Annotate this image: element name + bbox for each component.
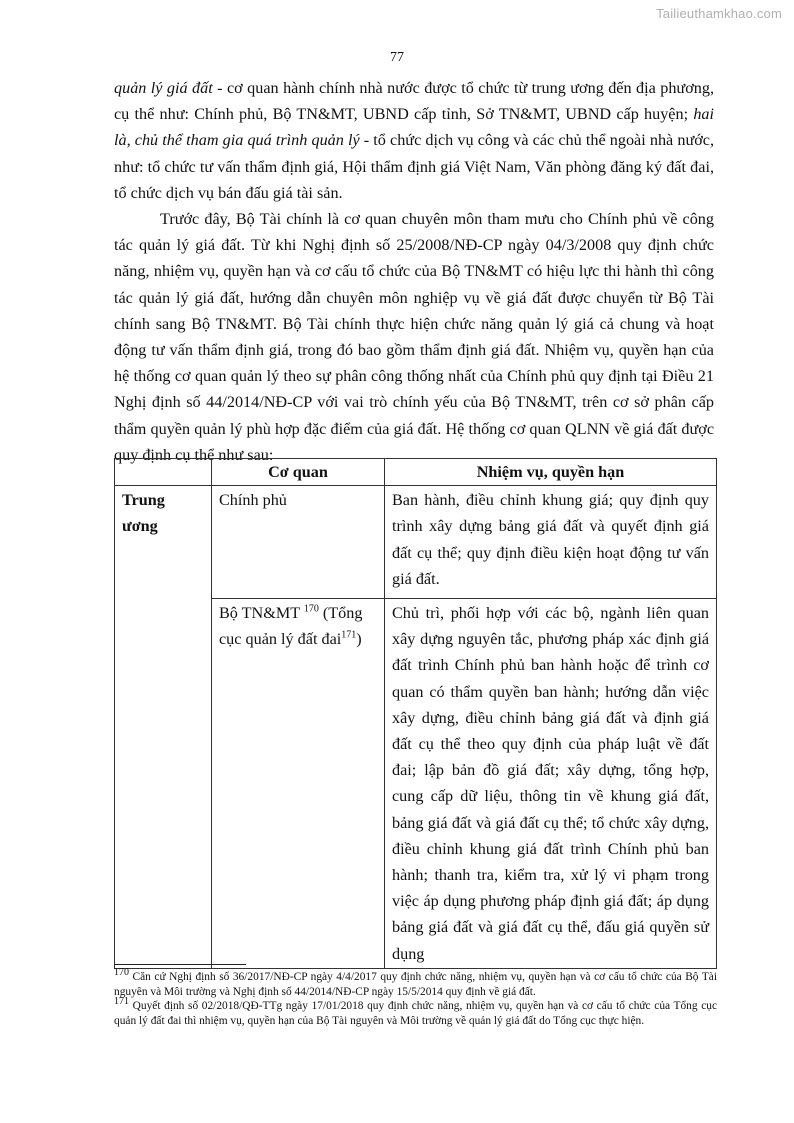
page-number: 77	[390, 50, 404, 65]
footnote-mark: 171	[114, 996, 129, 1008]
body-text	[114, 75, 714, 468]
footnote-171	[114, 996, 717, 1028]
level-cell: Trung ương	[115, 486, 212, 969]
paragraph-1-italic-b: hai là, chủ thể tham gia quá trình quản lý	[114, 105, 714, 150]
paragraph-1-text-a: - cơ quan hành chính nhà nước được tổ chức từ trung ương đến địa phương, cụ thể như: Chính phủ, Bộ TN&MT, UBND cấp tỉnh, Sở TN&MT, UBND cấp huyện;	[114, 79, 714, 124]
agency-text-b: (Tổng cục quản lý đất đai	[219, 604, 363, 649]
footnote-mark: 170	[114, 967, 129, 979]
footnote-ref-171: 171	[341, 629, 357, 641]
table-header-row	[115, 459, 717, 486]
header-level	[115, 459, 212, 486]
footnote-170	[114, 967, 717, 999]
footnotes	[114, 967, 717, 1028]
agency-text-a: Bộ TN&MT	[219, 604, 304, 623]
header-duty: Nhiệm vụ, quyền hạn	[385, 459, 717, 486]
paragraph-1-italic-a: quản lý giá đất	[114, 79, 213, 97]
footnote-text: Quyết định số 02/2018/QĐ-TTg ngày 17/01/2018 quy định chức năng, nhiệm vụ, quyền hạn và cơ cấu tổ chức của Tổng cục quản lý đất đai thì nhiệm vụ, quyền hạn của Bộ Tài nguyên và Môi trường về quản lý giá đất do Tổng cục thực hiện.	[114, 1000, 717, 1027]
agency-text-c: )	[356, 630, 362, 649]
agency-cell	[212, 599, 385, 969]
footnote-text: Căn cứ Nghị định số 36/2017/NĐ-CP ngày 4/4/2017 quy định chức năng, nhiệm vụ, quyền hạn và cơ cấu tổ chức của Bộ Tài nguyên và Môi trường và Nghị định số 44/2014/NĐ-CP ngày 15/5/2014 quy định về giá đất.	[114, 971, 717, 998]
watermark: Tailieuthamkhao.com	[656, 6, 782, 21]
agency-duties-table	[114, 458, 717, 969]
footnote-ref-170: 170	[303, 603, 319, 615]
table-row	[115, 486, 717, 599]
header-agency: Cơ quan	[212, 459, 385, 486]
paragraph-1-text-b: - tổ chức dịch vụ công và các chủ thể ngoài nhà nước, như: tổ chức tư vấn thẩm định giá, Hội thẩm định giá Việt Nam, Văn phòng đăng ký đất đai, tổ chức dịch vụ bán đấu giá tài sản.	[114, 131, 715, 202]
footnote-divider	[114, 964, 246, 965]
duty-cell: Chủ trì, phối hợp với các bộ, ngành liên quan xây dựng nguyên tắc, phương pháp xác định giá đất trình Chính phủ ban hành hoặc để trình cơ quan có thẩm quyền ban hành; hướng dẫn việc xây dựng, điều chỉnh bảng giá đất và định giá đất cụ thể theo quy định của pháp luật về đất đai; lập bản đồ giá đất; xây dựng, tổng hợp, cung cấp dữ liệu, thông tin về khung giá đất, bảng giá đất và giá đất cụ thể; tổ chức xây dựng, điều chỉnh khung giá đất trình Chính phủ ban hành; thanh tra, kiểm tra, xử lý vi phạm trong việc áp dụng phương pháp định giá đất; áp dụng bảng giá đất và giá đất cụ thể, đấu giá quyền sử dụng	[385, 599, 717, 969]
agency-cell: Chính phủ	[212, 486, 385, 599]
duty-cell: Ban hành, điều chỉnh khung giá; quy định quy trình xây dựng bảng giá đất và quyết định giá đất cụ thể; quy định điều kiện hoạt động tư vấn giá đất.	[385, 486, 717, 599]
paragraph-2: Trước đây, Bộ Tài chính là cơ quan chuyên môn tham mưu cho Chính phủ về công tác quản lý giá đất. Từ khi Nghị định số 25/2008/NĐ-CP ngày 04/3/2008 quy định chức năng, nhiệm vụ, quyền hạn và cơ cấu tổ chức của Bộ TN&MT có hiệu lực thi hành thì công tác quản lý giá đất, hướng dẫn chuyên môn nghiệp vụ về giá đất được chuyển từ Bộ Tài chính sang Bộ TN&MT. Bộ Tài chính thực hiện chức năng quản lý giá cả chung và hoạt động tư vấn thẩm định giá, trong đó bao gồm thẩm định giá đất. Nhiệm vụ, quyền hạn của hệ thống cơ quan quản lý theo sự phân công thống nhất của Chính phủ quy định tại Điều 21 Nghị định số 44/2014/NĐ-CP với vai trò chính yếu của Bộ TN&MT, trên cơ sở phân cấp thẩm quyền quản lý phù hợp đặc điểm của giá đất. Hệ thống cơ quan QLNN về giá đất được quy định cụ thể như sau:	[114, 210, 714, 464]
paragraph-1	[114, 75, 714, 206]
